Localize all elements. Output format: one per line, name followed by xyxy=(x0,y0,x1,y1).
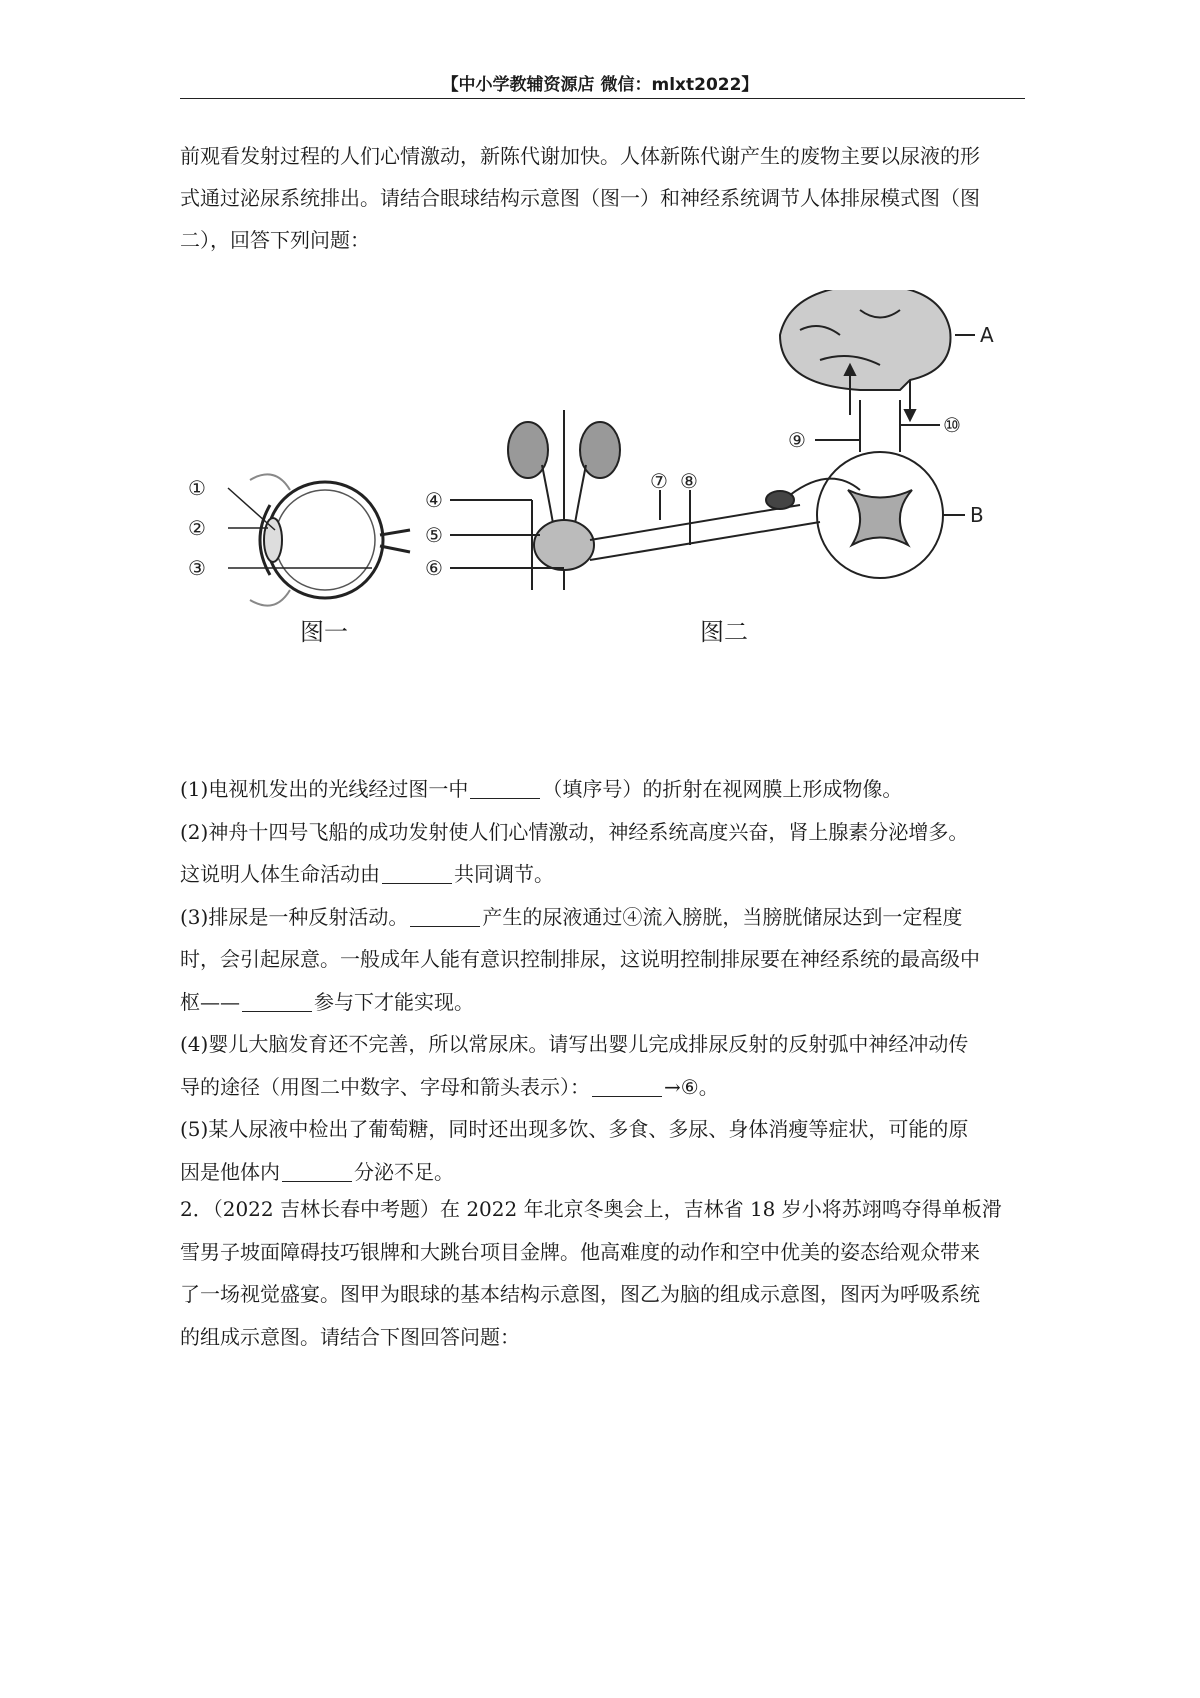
label-9: ⑨ xyxy=(788,428,806,452)
question-4-line1: (4)婴儿大脑发育还不完善，所以常尿床。请写出婴儿完成排尿反射的反射弧中神经冲动传 xyxy=(180,1032,969,1056)
question-3-line2: 时，会引起尿意。一般成年人能有意识控制排尿，这说明控制排尿要在神经系统的最高级中 xyxy=(180,947,980,971)
answer-blank[interactable] xyxy=(382,863,452,884)
answer-blank[interactable] xyxy=(242,991,312,1012)
figures-illustration xyxy=(180,290,1080,730)
answer-blank[interactable] xyxy=(592,1076,662,1097)
header-divider xyxy=(180,98,1025,99)
question-2-line1: (2)神舟十四号飞船的成功发射使人们心情激动，神经系统高度兴奋，肾上腺素分泌增多。 xyxy=(180,819,969,844)
label-A: A xyxy=(980,323,994,347)
question-4-line2 xyxy=(180,1066,1025,1109)
label-4: ④ xyxy=(425,488,443,512)
question-text: （填序号）的折射在视网膜上形成物像。 xyxy=(542,777,903,801)
eye-diagram xyxy=(228,474,410,605)
eye-label-3: ③ xyxy=(188,556,206,580)
label-8: ⑧ xyxy=(680,469,698,493)
answer-blank[interactable] xyxy=(470,778,540,799)
problem-2-line: 的组成示意图。请结合下图回答问题： xyxy=(180,1324,520,1349)
intro-paragraph xyxy=(180,135,1025,261)
problem-2-line: 2．（2022 吉林长春中考题）在 2022 年北京冬奥会上，吉林省 18 岁小将苏翊鸣夺得单板滑 xyxy=(180,1197,1002,1221)
question-text: 枢—— xyxy=(180,989,240,1014)
problem-2 xyxy=(180,1188,1025,1358)
figure1-caption: 图一 xyxy=(300,618,348,646)
label-10: ⑩ xyxy=(943,413,961,437)
problem-2-line: 了一场视觉盛宴。图甲为眼球的基本结构示意图，图乙为脑的组成示意图，图丙为呼吸系统 xyxy=(180,1282,980,1306)
question-3-line3 xyxy=(180,981,1025,1024)
question-text: 共同调节。 xyxy=(454,862,554,886)
label-5: ⑤ xyxy=(425,523,443,547)
eye-label-2: ② xyxy=(188,516,206,540)
problem-2-line: 雪男子坡面障碍技巧银牌和大跳台项目金牌。他高难度的动作和空中优美的姿态给观众带来 xyxy=(180,1239,980,1264)
label-B: B xyxy=(970,503,984,527)
intro-line: 前观看发射过程的人们心情激动，新陈代谢加快。人体新陈代谢产生的废物主要以尿液的形 xyxy=(180,144,980,168)
question-text: 这说明人体生命活动由 xyxy=(180,862,380,886)
question-3-line1 xyxy=(180,896,1025,939)
question-5-line2 xyxy=(180,1151,1025,1194)
question-2-line2 xyxy=(180,853,1025,896)
questions-block xyxy=(180,768,1025,1193)
page-header: 【中小学教辅资源店 微信：mlxt2022】 xyxy=(441,75,759,95)
question-text: 导的途径（用图二中数字、字母和箭头表示）： xyxy=(180,1074,590,1099)
question-text: 产生的尿液通过④流入膀胱，当膀胱储尿达到一定程度 xyxy=(482,904,963,929)
question-1 xyxy=(180,768,1025,811)
question-text: →⑥。 xyxy=(664,1074,719,1099)
intro-line: 二），回答下列问题： xyxy=(180,228,370,252)
label-6: ⑥ xyxy=(425,556,443,580)
question-text: 分泌不足。 xyxy=(354,1159,454,1184)
question-5-line1: (5)某人尿液中检出了葡萄糖，同时还出现多饮、多食、多尿、身体消瘦等症状，可能的原 xyxy=(180,1117,969,1141)
intro-line: 式通过泌尿系统排出。请结合眼球结构示意图（图一）和神经系统调节人体排尿模式图（图 xyxy=(180,186,980,210)
eye-label-1: ① xyxy=(188,476,206,500)
question-text: (1)电视机发出的光线经过图一中 xyxy=(180,777,469,801)
figure2-caption: 图二 xyxy=(700,618,748,646)
question-text: 参与下才能实现。 xyxy=(314,989,474,1014)
answer-blank[interactable] xyxy=(410,906,480,927)
label-7: ⑦ xyxy=(650,469,668,493)
question-text: 因是他体内 xyxy=(180,1159,280,1184)
question-text: (3)排尿是一种反射活动。 xyxy=(180,904,409,929)
nerve-pathways xyxy=(450,479,860,590)
answer-blank[interactable] xyxy=(282,1161,352,1182)
